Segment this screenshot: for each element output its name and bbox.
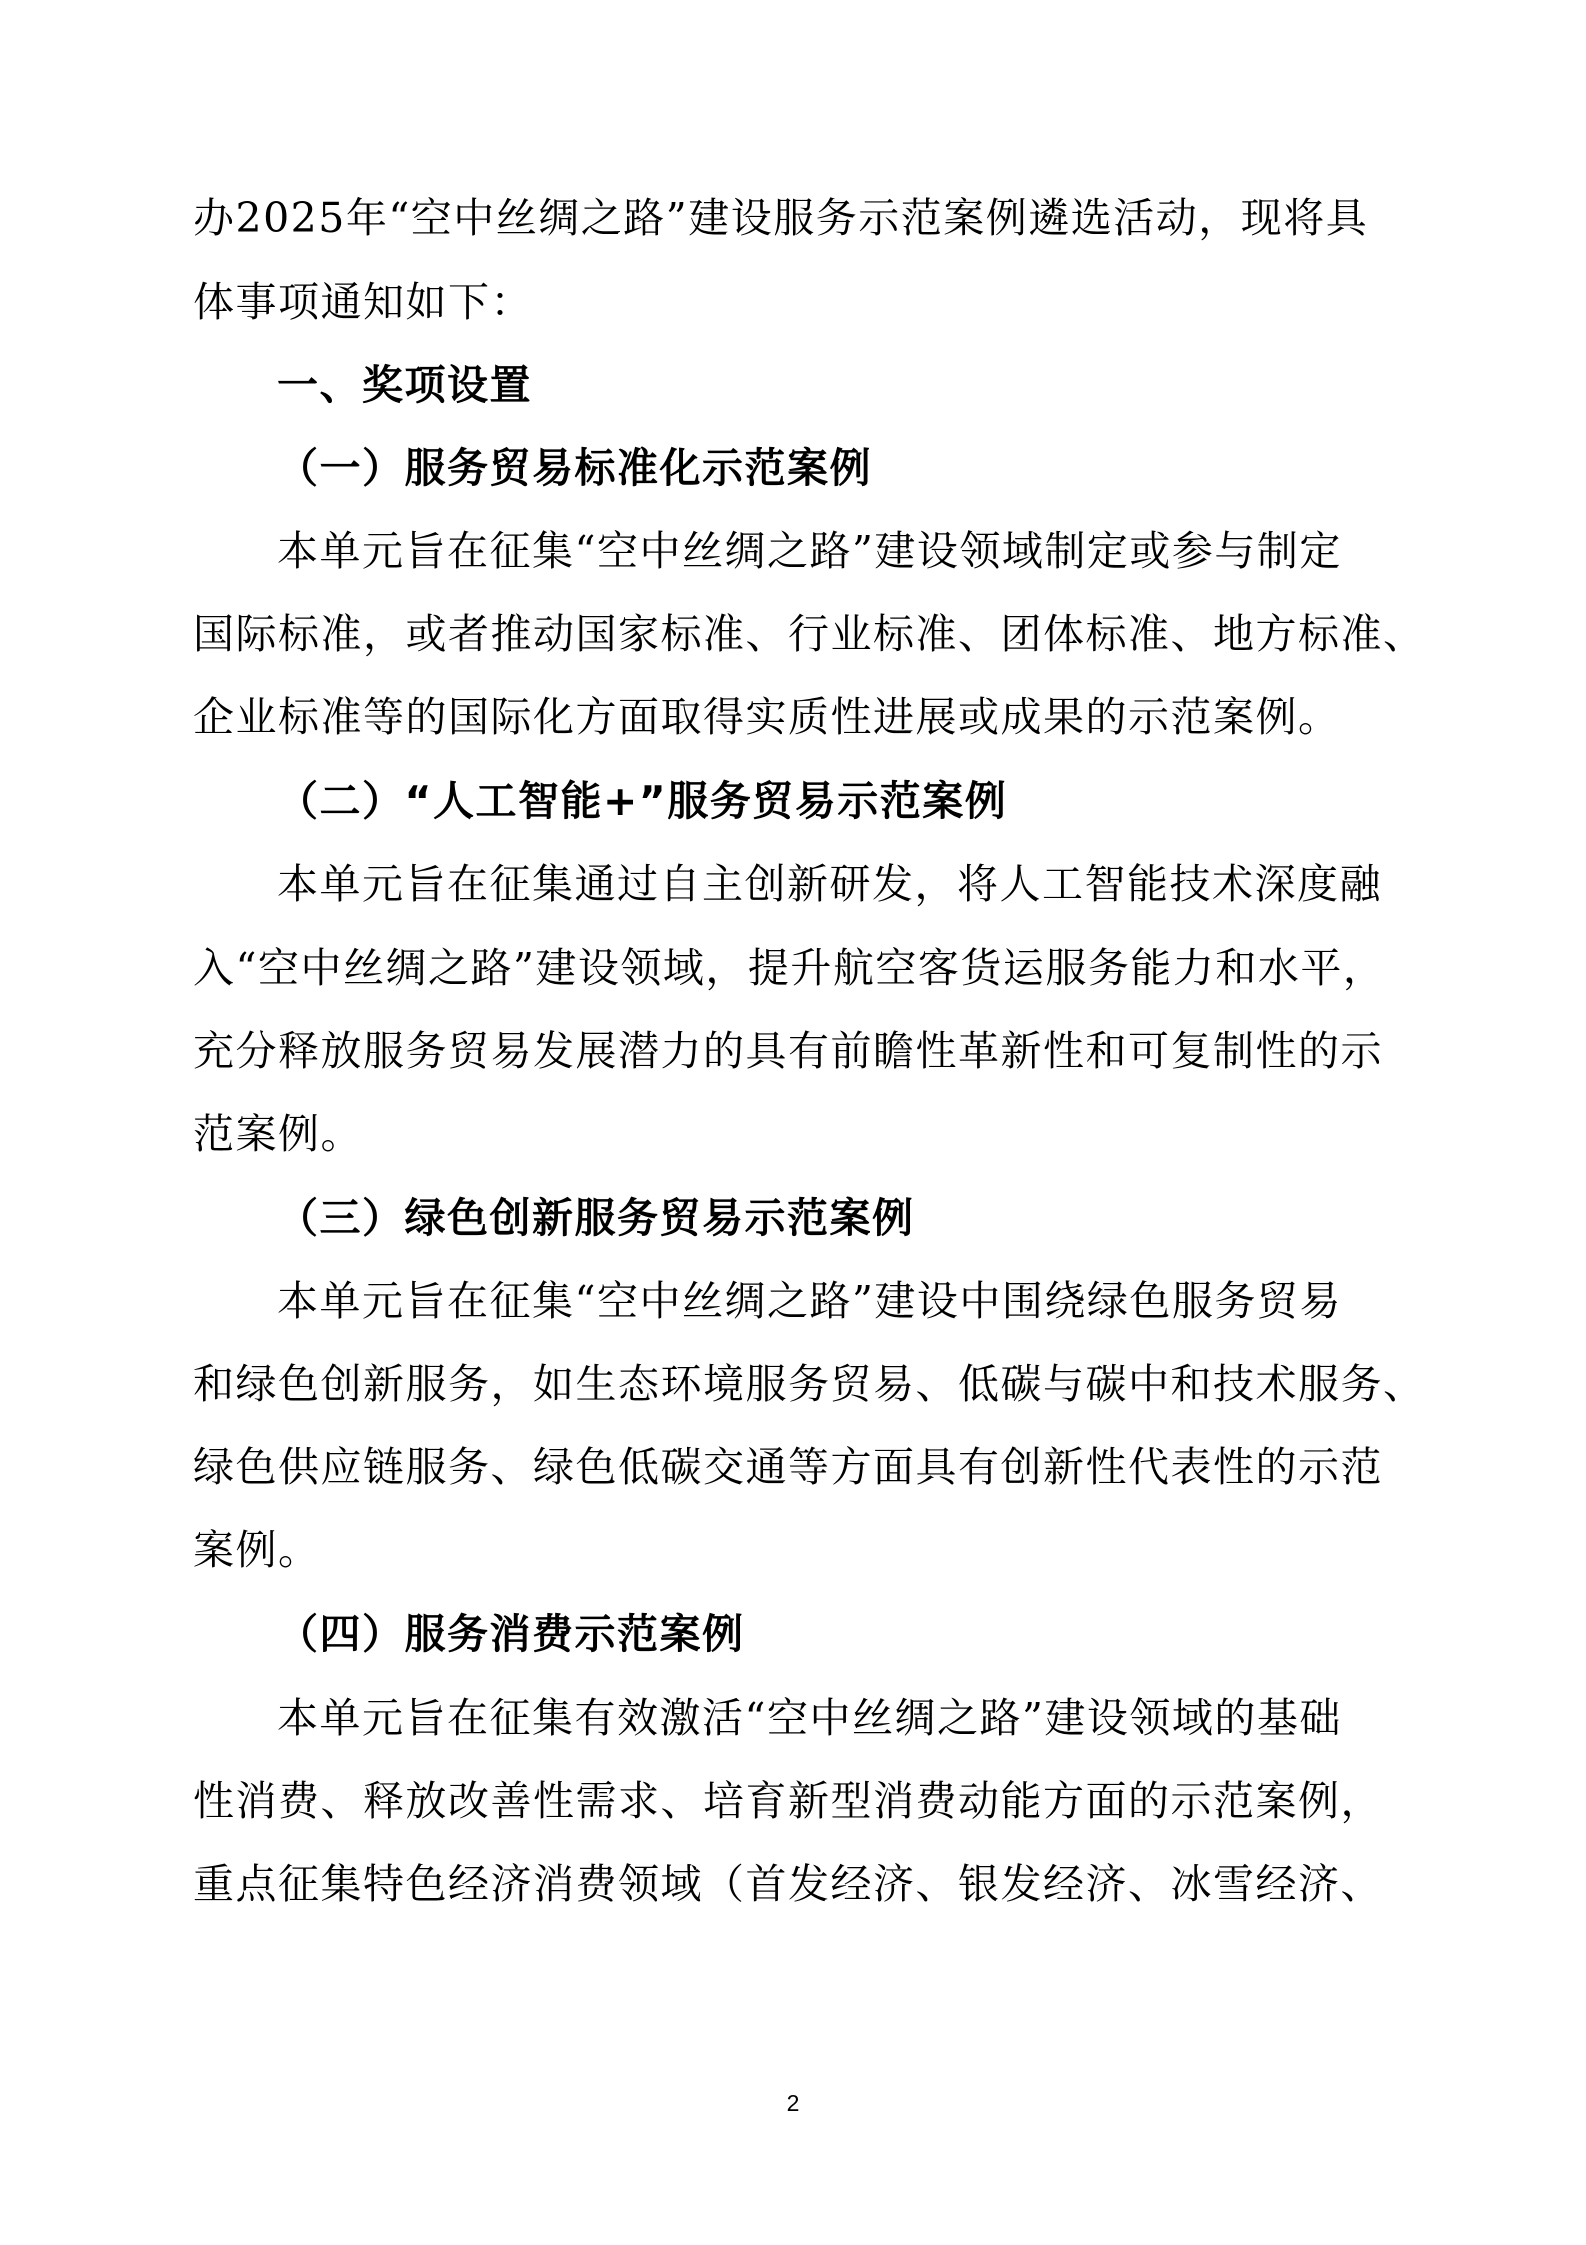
- body-text-line: 办2025年“空中丝绸之路”建设服务示范案例遴选活动，现将具: [193, 194, 1369, 242]
- body-text-line: 本单元旨在征集“空中丝绸之路”建设领域制定或参与制定: [277, 527, 1342, 575]
- body-text-line: 案例。: [193, 1526, 321, 1574]
- body-text-line: 体事项通知如下：: [193, 278, 533, 326]
- body-text-line: 绿色供应链服务、绿色低碳交通等方面具有创新性代表性的示范: [193, 1443, 1383, 1491]
- subsection-heading: （二）“人工智能+”服务贸易示范案例: [277, 777, 1008, 825]
- body-text-line: 范案例。: [193, 1110, 363, 1158]
- subsection-heading: （三）绿色创新服务贸易示范案例: [277, 1194, 915, 1242]
- body-text-line: 本单元旨在征集有效激活“空中丝绸之路”建设领域的基础: [277, 1694, 1342, 1742]
- body-text-line: 本单元旨在征集“空中丝绸之路”建设中围绕绿色服务贸易: [277, 1277, 1342, 1325]
- page-number: 2: [786, 2090, 800, 2116]
- body-text-line: 充分释放服务贸易发展潜力的具有前瞻性革新性和可复制性的示: [193, 1027, 1383, 1075]
- body-text-line: 和绿色创新服务，如生态环境服务贸易、低碳与碳中和技术服务、: [193, 1360, 1426, 1408]
- section-heading: 一、奖项设置: [277, 361, 532, 409]
- body-text-line: 入“空中丝绸之路”建设领域，提升航空客货运服务能力和水平，: [193, 944, 1386, 992]
- body-text-line: 重点征集特色经济消费领域（首发经济、银发经济、冰雪经济、: [193, 1860, 1383, 1908]
- subsection-heading: （一）服务贸易标准化示范案例: [277, 444, 872, 492]
- body-text-line: 企业标准等的国际化方面取得实质性进展或成果的示范案例。: [193, 693, 1341, 741]
- subsection-heading: （四）服务消费示范案例: [277, 1610, 745, 1658]
- body-text-line: 本单元旨在征集通过自主创新研发，将人工智能技术深度融: [277, 860, 1382, 908]
- body-text-line: 性消费、释放改善性需求、培育新型消费动能方面的示范案例，: [193, 1777, 1383, 1825]
- body-text-line: 国际标准，或者推动国家标准、行业标准、团体标准、地方标准、: [193, 610, 1426, 658]
